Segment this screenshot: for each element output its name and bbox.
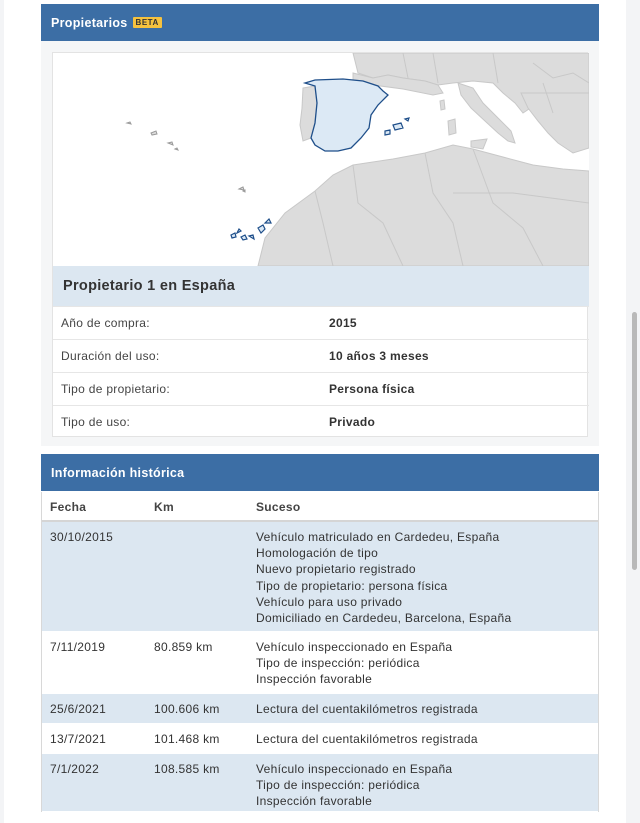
event-line: Domiciliado en Cardedeu, Barcelona, España bbox=[256, 611, 512, 626]
column-header-date: Fecha bbox=[50, 500, 87, 514]
row-km: 100.606 km bbox=[154, 702, 220, 716]
detail-value: Privado bbox=[329, 415, 376, 429]
row-date: 13/7/2021 bbox=[50, 732, 107, 746]
event-line: Homologación de tipo bbox=[256, 546, 379, 561]
row-date: 7/11/2019 bbox=[50, 640, 106, 654]
scrollbar[interactable] bbox=[632, 312, 637, 570]
row-km: 101.468 km bbox=[154, 732, 220, 746]
history-panel-title: Información histórica bbox=[51, 465, 185, 480]
detail-row-purchase-year bbox=[53, 306, 589, 339]
row-events bbox=[256, 529, 511, 626]
column-header-event: Suceso bbox=[256, 500, 301, 514]
event-line: Vehículo matriculado en Cardedeu, España bbox=[256, 530, 500, 544]
page bbox=[4, 0, 626, 823]
event-line: Vehículo inspeccionado en España bbox=[256, 640, 453, 654]
row-events bbox=[256, 731, 478, 747]
beta-badge: BETA bbox=[133, 17, 162, 28]
row-date: 25/6/2021 bbox=[50, 702, 107, 716]
table-header bbox=[42, 492, 598, 522]
owners-panel-body bbox=[41, 41, 599, 446]
event-line: Nuevo propietario registrado bbox=[256, 562, 416, 577]
row-km: 80.859 km bbox=[154, 640, 213, 654]
history-panel-header bbox=[41, 454, 599, 491]
detail-row-usage-duration bbox=[53, 339, 589, 372]
event-line: Lectura del cuentakilómetros registrada bbox=[256, 732, 478, 746]
detail-value: Persona física bbox=[329, 382, 415, 396]
row-km: 108.585 km bbox=[154, 762, 220, 776]
event-line: Lectura del cuentakilómetros registrada bbox=[256, 702, 478, 716]
africa-land bbox=[258, 145, 589, 266]
detail-label: Tipo de uso: bbox=[61, 415, 131, 429]
detail-label: Duración del uso: bbox=[61, 349, 160, 363]
detail-row-usage-type bbox=[53, 405, 589, 438]
country-map bbox=[53, 53, 589, 266]
detail-label: Año de compra: bbox=[61, 316, 150, 330]
row-date: 7/1/2022 bbox=[50, 762, 100, 776]
event-line: Inspección favorable bbox=[256, 672, 373, 687]
owner-card bbox=[52, 52, 588, 437]
owners-panel-title: Propietarios bbox=[51, 15, 128, 30]
event-line: Tipo de propietario: persona física bbox=[256, 578, 448, 593]
event-line: Tipo de inspección: periódica bbox=[256, 778, 420, 793]
table-row bbox=[42, 632, 598, 694]
table-row bbox=[42, 522, 598, 632]
owners-panel-header bbox=[41, 4, 599, 41]
map-svg bbox=[53, 53, 589, 266]
detail-value: 10 años 3 meses bbox=[329, 349, 429, 363]
table-row bbox=[42, 754, 598, 812]
spain-highlight bbox=[305, 79, 388, 151]
event-line: Vehículo para uso privado bbox=[256, 594, 403, 609]
owner-title: Propietario 1 en España bbox=[53, 266, 589, 306]
detail-label: Tipo de propietario: bbox=[61, 382, 170, 396]
row-events bbox=[256, 701, 478, 717]
row-date: 30/10/2015 bbox=[50, 530, 114, 544]
detail-row-owner-type bbox=[53, 372, 589, 405]
detail-value: 2015 bbox=[329, 316, 357, 330]
table-row bbox=[42, 694, 598, 724]
event-line: Inspección favorable bbox=[256, 794, 373, 809]
history-table bbox=[41, 492, 599, 812]
column-header-km: Km bbox=[154, 500, 174, 514]
event-line: Tipo de inspección: periódica bbox=[256, 656, 420, 671]
table-row bbox=[42, 724, 598, 754]
event-line: Vehículo inspeccionado en España bbox=[256, 762, 453, 776]
row-events bbox=[256, 761, 452, 810]
row-events bbox=[256, 639, 452, 688]
